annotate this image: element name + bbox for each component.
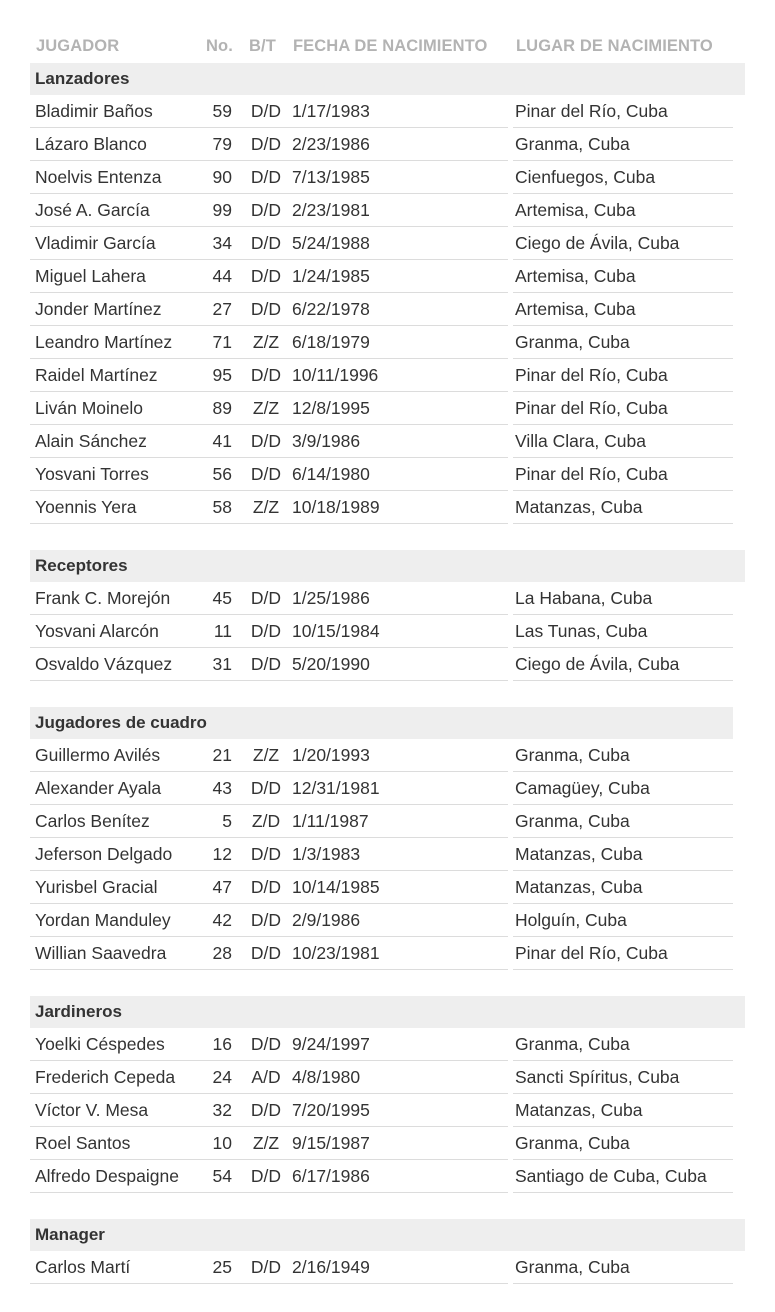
row-divider-gap	[508, 969, 513, 970]
player-name: Noelvis Entenza	[35, 167, 162, 187]
player-number: 47	[212, 877, 232, 897]
player-name: Yosvani Torres	[35, 464, 149, 484]
player-birthdate: 1/3/1983	[292, 844, 361, 864]
player-birthplace: Villa Clara, Cuba	[515, 431, 646, 451]
player-birthplace: Granma, Cuba	[515, 332, 630, 352]
player-number: 21	[212, 745, 232, 765]
player-name: Yoelki Céspedes	[35, 1034, 165, 1054]
player-bats-throws: D/D	[250, 101, 282, 121]
header-fecha: FECHA DE NACIMIENTO	[293, 37, 488, 55]
table-row	[0, 1251, 775, 1284]
player-birthplace: Granma, Cuba	[515, 1034, 630, 1054]
player-name: José A. García	[35, 200, 150, 220]
player-birthplace: Sancti Spíritus, Cuba	[515, 1067, 680, 1087]
row-divider-gap	[508, 680, 513, 681]
row-divider-gap	[508, 1192, 513, 1193]
row-divider	[30, 680, 733, 681]
table-row	[0, 359, 775, 392]
player-bats-throws: D/D	[250, 778, 282, 798]
table-row	[0, 161, 775, 194]
player-number: 31	[212, 654, 232, 674]
table-row	[0, 95, 775, 128]
player-birthplace: Matanzas, Cuba	[515, 497, 643, 517]
section-header	[30, 63, 745, 95]
player-name: Yordan Manduley	[35, 910, 171, 930]
player-name: Jonder Martínez	[35, 299, 162, 319]
header-numero: No.	[206, 37, 233, 55]
player-birthdate: 10/15/1984	[292, 621, 380, 641]
player-birthplace: Holguín, Cuba	[515, 910, 627, 930]
table-row	[0, 194, 775, 227]
table-row	[0, 582, 775, 615]
player-name: Guillermo Avilés	[35, 745, 161, 765]
player-birthplace: Granma, Cuba	[515, 745, 630, 765]
header-lugar: LUGAR DE NACIMIENTO	[516, 37, 713, 55]
row-divider	[30, 523, 733, 524]
table-row	[0, 491, 775, 524]
player-name: Bladimir Baños	[35, 101, 153, 121]
player-birthplace: Pinar del Río, Cuba	[515, 464, 668, 484]
player-number: 58	[212, 497, 232, 517]
player-birthplace: Matanzas, Cuba	[515, 844, 643, 864]
player-number: 99	[212, 200, 232, 220]
player-birthplace: Ciego de Ávila, Cuba	[515, 654, 680, 674]
player-bats-throws: D/D	[250, 877, 282, 897]
player-birthplace: Artemisa, Cuba	[515, 266, 636, 286]
section-title: Jugadores de cuadro	[35, 713, 207, 732]
player-number: 24	[212, 1067, 232, 1087]
player-name: Lázaro Blanco	[35, 134, 147, 154]
player-birthdate: 1/11/1987	[292, 811, 369, 831]
player-birthplace: Camagüey, Cuba	[515, 778, 650, 798]
player-bats-throws: D/D	[250, 464, 282, 484]
player-name: Vladimir García	[35, 233, 156, 253]
table-row	[0, 128, 775, 161]
player-bats-throws: D/D	[250, 233, 282, 253]
player-bats-throws: D/D	[250, 588, 282, 608]
player-bats-throws: Z/Z	[252, 398, 280, 418]
table-row	[0, 904, 775, 937]
player-number: 16	[212, 1034, 232, 1054]
player-birthdate: 7/13/1985	[292, 167, 370, 187]
player-number: 44	[212, 266, 232, 286]
player-name: Raidel Martínez	[35, 365, 158, 385]
player-birthplace: Granma, Cuba	[515, 1257, 630, 1277]
player-number: 59	[212, 101, 232, 121]
table-row	[0, 1160, 775, 1193]
player-bats-throws: D/D	[250, 299, 282, 319]
table-row	[0, 1061, 775, 1094]
player-number: 95	[212, 365, 232, 385]
section-title: Lanzadores	[35, 69, 130, 88]
header-jugador: JUGADOR	[36, 37, 120, 55]
player-birthdate: 6/18/1979	[292, 332, 370, 352]
player-birthplace: Artemisa, Cuba	[515, 200, 636, 220]
player-name: Frank C. Morejón	[35, 588, 171, 608]
player-name: Leandro Martínez	[35, 332, 173, 352]
player-bats-throws: Z/Z	[252, 332, 280, 352]
table-row	[0, 615, 775, 648]
section-header	[30, 550, 745, 582]
player-number: 56	[212, 464, 232, 484]
player-birthdate: 4/8/1980	[292, 1067, 361, 1087]
player-name: Miguel Lahera	[35, 266, 146, 286]
player-birthdate: 10/18/1989	[292, 497, 380, 517]
player-birthplace: Granma, Cuba	[515, 134, 630, 154]
table-row	[0, 1094, 775, 1127]
table-row	[0, 458, 775, 491]
player-number: 89	[212, 398, 232, 418]
row-divider-gap	[508, 523, 513, 524]
player-number: 34	[212, 233, 232, 253]
player-bats-throws: D/D	[250, 1034, 282, 1054]
player-birthdate: 6/17/1986	[292, 1166, 370, 1186]
player-number: 12	[212, 844, 232, 864]
player-bats-throws: D/D	[250, 910, 282, 930]
player-birthdate: 5/24/1988	[292, 233, 370, 253]
player-name: Osvaldo Vázquez	[35, 654, 173, 674]
player-birthdate: 1/20/1993	[292, 745, 370, 765]
player-name: Frederich Cepeda	[35, 1067, 176, 1087]
player-number: 71	[212, 332, 232, 352]
player-birthdate: 5/20/1990	[292, 654, 370, 674]
table-row	[0, 1127, 775, 1160]
table-row	[0, 260, 775, 293]
table-row	[0, 1028, 775, 1061]
section-header	[30, 1219, 745, 1251]
player-name: Willian Saavedra	[35, 943, 167, 963]
player-name: Alfredo Despaigne	[35, 1166, 179, 1186]
player-name: Víctor V. Mesa	[35, 1100, 149, 1120]
player-number: 5	[222, 811, 232, 831]
player-birthplace: La Habana, Cuba	[515, 588, 653, 608]
player-number: 11	[213, 621, 232, 641]
player-bats-throws: Z/D	[251, 811, 281, 831]
table-row	[0, 772, 775, 805]
player-name: Yoennis Yera	[35, 497, 137, 517]
player-birthdate: 10/14/1985	[292, 877, 380, 897]
player-name: Liván Moinelo	[35, 398, 143, 418]
section-title: Jardineros	[35, 1002, 122, 1021]
player-bats-throws: Z/Z	[252, 745, 280, 765]
player-birthdate: 2/23/1986	[292, 134, 370, 154]
player-birthdate: 12/31/1981	[292, 778, 380, 798]
player-birthdate: 3/9/1986	[292, 431, 361, 451]
player-birthdate: 10/11/1996	[292, 365, 379, 385]
player-birthplace: Granma, Cuba	[515, 811, 630, 831]
player-name: Yosvani Alarcón	[35, 621, 159, 641]
player-birthplace: Cienfuegos, Cuba	[515, 167, 656, 187]
table-row	[0, 227, 775, 260]
player-name: Alexander Ayala	[35, 778, 162, 798]
player-birthplace: Matanzas, Cuba	[515, 877, 643, 897]
player-birthdate: 12/8/1995	[292, 398, 370, 418]
player-number: 10	[212, 1133, 232, 1153]
player-bats-throws: D/D	[250, 1166, 282, 1186]
player-bats-throws: D/D	[250, 621, 282, 641]
player-number: 54	[212, 1166, 232, 1186]
player-bats-throws: D/D	[250, 943, 282, 963]
player-number: 32	[212, 1100, 232, 1120]
player-number: 41	[212, 431, 232, 451]
player-number: 27	[212, 299, 232, 319]
player-number: 90	[212, 167, 232, 187]
player-bats-throws: A/D	[251, 1067, 281, 1087]
player-name: Carlos Martí	[35, 1257, 131, 1277]
player-number: 79	[212, 134, 232, 154]
player-birthplace: Granma, Cuba	[515, 1133, 630, 1153]
table-row	[0, 838, 775, 871]
table-row	[0, 293, 775, 326]
player-birthplace: Ciego de Ávila, Cuba	[515, 233, 680, 253]
player-birthplace: Artemisa, Cuba	[515, 299, 636, 319]
row-divider-gap	[508, 1283, 513, 1284]
player-birthdate: 9/24/1997	[292, 1034, 370, 1054]
player-bats-throws: Z/Z	[252, 1133, 280, 1153]
table-row	[0, 739, 775, 772]
player-name: Carlos Benítez	[35, 811, 150, 831]
player-birthdate: 9/15/1987	[292, 1133, 370, 1153]
player-number: 28	[212, 943, 232, 963]
player-name: Roel Santos	[35, 1133, 131, 1153]
section-title: Manager	[35, 1225, 105, 1244]
player-birthdate: 2/16/1949	[292, 1257, 370, 1277]
player-name: Jeferson Delgado	[35, 844, 173, 864]
table-row	[0, 937, 775, 970]
player-bats-throws: D/D	[250, 365, 282, 385]
player-birthdate: 1/25/1986	[292, 588, 370, 608]
player-number: 42	[212, 910, 232, 930]
player-birthdate: 2/23/1981	[292, 200, 370, 220]
player-birthplace: Pinar del Río, Cuba	[515, 101, 668, 121]
player-birthdate: 1/17/1983	[292, 101, 370, 121]
table-row	[0, 648, 775, 681]
player-birthdate: 7/20/1995	[292, 1100, 370, 1120]
row-divider	[30, 1283, 733, 1284]
section-header	[30, 996, 745, 1028]
player-number: 45	[212, 588, 232, 608]
player-bats-throws: D/D	[250, 654, 282, 674]
player-bats-throws: Z/Z	[252, 497, 280, 517]
table-row	[0, 805, 775, 838]
section-title: Receptores	[35, 556, 128, 575]
player-bats-throws: D/D	[250, 431, 282, 451]
player-birthdate: 6/14/1980	[292, 464, 370, 484]
player-birthplace: Las Tunas, Cuba	[515, 621, 648, 641]
player-bats-throws: D/D	[250, 167, 282, 187]
player-number: 25	[212, 1257, 232, 1277]
player-bats-throws: D/D	[250, 134, 282, 154]
player-name: Alain Sánchez	[35, 431, 147, 451]
player-birthdate: 10/23/1981	[292, 943, 380, 963]
table-row	[0, 871, 775, 904]
player-birthdate: 6/22/1978	[292, 299, 370, 319]
player-birthdate: 1/24/1985	[292, 266, 370, 286]
player-bats-throws: D/D	[250, 1257, 282, 1277]
player-birthplace: Santiago de Cuba, Cuba	[515, 1166, 707, 1186]
player-bats-throws: D/D	[250, 1100, 282, 1120]
player-birthplace: Pinar del Río, Cuba	[515, 365, 668, 385]
player-name: Yurisbel Gracial	[35, 877, 158, 897]
player-bats-throws: D/D	[250, 844, 282, 864]
player-number: 43	[212, 778, 232, 798]
table-row	[0, 392, 775, 425]
header-bt: B/T	[249, 37, 276, 55]
row-divider	[30, 969, 733, 970]
player-birthplace: Pinar del Río, Cuba	[515, 398, 668, 418]
table-row	[0, 425, 775, 458]
player-birthplace: Matanzas, Cuba	[515, 1100, 643, 1120]
player-bats-throws: D/D	[250, 200, 282, 220]
row-divider	[30, 1192, 733, 1193]
player-birthdate: 2/9/1986	[292, 910, 361, 930]
player-birthplace: Pinar del Río, Cuba	[515, 943, 668, 963]
table-row	[0, 326, 775, 359]
player-bats-throws: D/D	[250, 266, 282, 286]
